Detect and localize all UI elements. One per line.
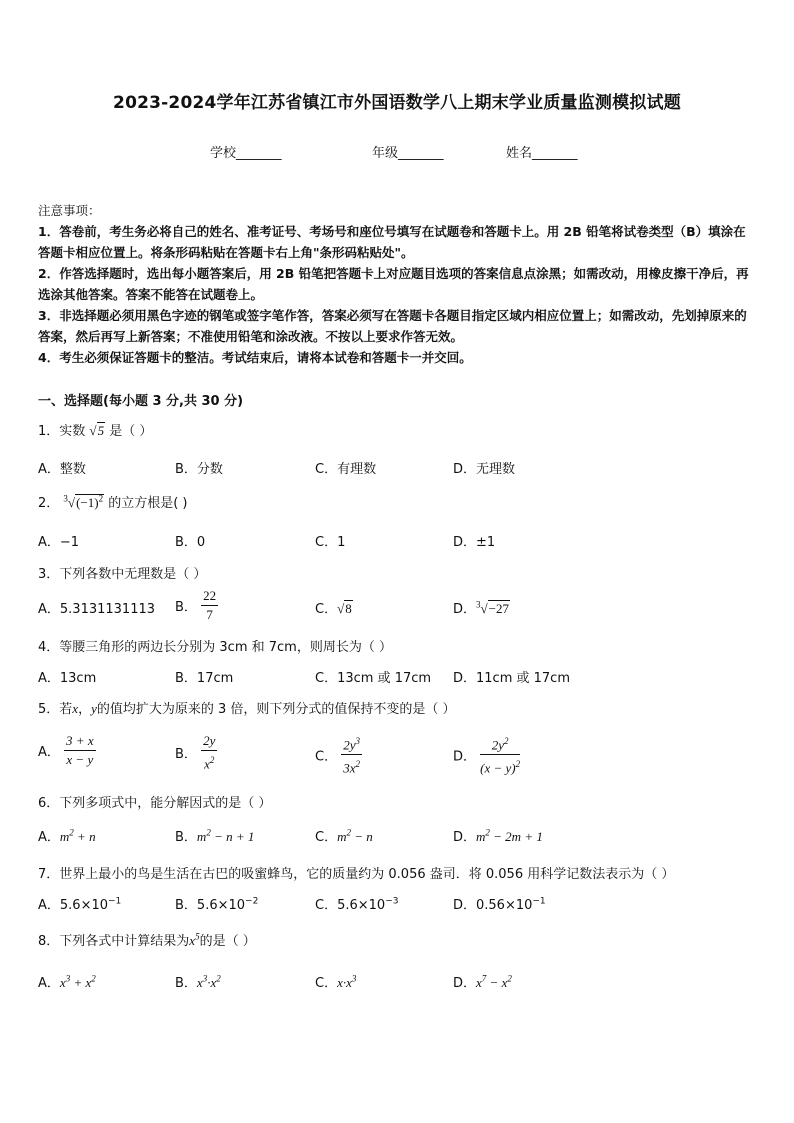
q5-option-d[interactable]: D． $\frac{2y^2}{(x - y)^2}$ [453, 732, 520, 778]
q8-option-b[interactable]: B．$x^3\cdot x^2$ [175, 973, 221, 991]
q7-option-b[interactable]: B．$5.6\times 10^{-2}$ [175, 896, 259, 913]
notice-item-3: 3．非选择题必须用黑色字迹的钢笔或签字笔作答，答案必须写在答题卡各题目指定区域内相应位置上；如需改动，先划掉原来的答案，然后再写上新答案；不准使用铅笔和涂改液。不按以上要求作答无效。 [38, 308, 747, 344]
q1-stem-pre: 1．实数 [38, 424, 86, 439]
section-heading: 一、选择题(每小题 3 分,共 30 分) [38, 394, 244, 409]
question-2 [38, 492, 187, 511]
q4-option-b[interactable]: B．17cm [175, 671, 234, 686]
notice-item-1: 1．答卷前，考生务必将自己的姓名、准考证号、考场号和座位号填写在试题卷和答题卡上。用 2B 铅笔将试卷类型（B）填涂在答题卡相应位置上。将条形码粘贴在答题卡右上角"条形码粘贴处"。 [38, 224, 746, 260]
q6-option-d[interactable]: D．$m^2 - 2m + 1$ [453, 827, 543, 845]
q1-option-d[interactable]: D．无理数 [453, 462, 516, 477]
q2-stem-post: 的立方根是( ) [108, 496, 188, 511]
q1-option-c[interactable]: C．有理数 [315, 462, 377, 477]
q2-option-a[interactable]: A．−1 [38, 535, 80, 550]
q3-option-d[interactable]: D．$^3$√−27 [453, 599, 509, 617]
question-7: 7．世界上最小的鸟是生活在古巴的吸蜜蜂鸟，它的质量约为 0.056 盎司．将 0.056 用科学记数法表示为（ ） [38, 867, 675, 882]
q5-option-c[interactable]: C． $\frac{2y^3}{3x^2}$ [315, 732, 362, 778]
q8-option-c[interactable]: C．$x\cdot x^3$ [315, 973, 357, 991]
q8-option-d[interactable]: D．$x^7 - x^2$ [453, 973, 512, 991]
grade-field[interactable]: 年级_______ [372, 146, 444, 161]
question-1 [38, 420, 152, 439]
q6-option-c[interactable]: C．$m^2 - n$ [315, 827, 373, 845]
name-field[interactable]: 姓名_______ [506, 146, 578, 161]
page-title: 2023-2024学年江苏省镇江市外国语数学八上期末学业质量监测模拟试题 [113, 93, 681, 113]
question-8: 8．下列各式中计算结果为$x^5$的是（ ） [38, 931, 256, 949]
q7-option-c[interactable]: C．$5.6\times 10^{-3}$ [315, 896, 399, 913]
notice-item-4: 4．考生必须保证答题卡的整洁。考试结束后，请将本试卷和答题卡一并交回。 [38, 350, 472, 365]
fraction: $\frac{2y^2}{(x - y)^2}$ [480, 732, 520, 778]
q3-option-b[interactable]: B． $\frac{22}{7}$ [175, 588, 217, 622]
q5-option-b[interactable]: B． $\frac{2y}{x^2}$ [175, 733, 216, 772]
question-5: 5．若x，y的值均扩大为原来的 3 倍，则下列分式的值保持不变的是（ ） [38, 701, 456, 717]
school-field[interactable]: 学校_______ [210, 146, 282, 161]
question-6: 6．下列多项式中，能分解因式的是（ ） [38, 796, 272, 811]
q2-stem-pre: 2． [38, 496, 60, 511]
q2-option-b[interactable]: B．0 [175, 535, 206, 550]
q6-option-a[interactable]: A．$m^2 + n$ [38, 827, 96, 845]
question-4: 4．等腰三角形的两边长分别为 3cm 和 7cm，则周长为（ ） [38, 640, 392, 655]
cube-root-expression: $^3√(-1)^2$ [63, 493, 104, 510]
question-3: 3．下列各数中无理数是（ ） [38, 567, 207, 582]
q3-option-c[interactable]: C．√8 [315, 601, 352, 617]
q7-option-d[interactable]: D．$0.56\times 10^{-1}$ [453, 896, 546, 913]
notice-heading: 注意事项： [38, 203, 101, 218]
notice-block [38, 200, 758, 368]
q2-option-d[interactable]: D．±1 [453, 535, 496, 550]
sqrt-expression: √5 [89, 423, 105, 438]
q3-option-a[interactable]: A．5.3131131113 [38, 602, 156, 617]
q7-option-a[interactable]: A．$5.6\times 10^{-1}$ [38, 896, 122, 913]
fraction: $\frac{3 + x}{x - y}$ [66, 733, 94, 767]
q1-stem-post: 是（ ） [109, 424, 153, 439]
q1-option-b[interactable]: B．分数 [175, 462, 223, 477]
fraction: $\frac{2y^3}{3x^2}$ [341, 732, 362, 778]
notice-item-2: 2．作答选择题时，选出每小题答案后，用 2B 铅笔把答题卡上对应题目选项的答案信息点涂黑；如需改动，用橡皮擦干净后，再选涂其他答案。答案不能答在试题卷上。 [38, 266, 749, 302]
q5-option-a[interactable]: A． $\frac{3 + x}{x - y}$ [38, 733, 94, 767]
q6-option-b[interactable]: B．$m^2 - n + 1$ [175, 827, 255, 845]
q2-option-c[interactable]: C．1 [315, 535, 346, 550]
fraction: $\frac{2y}{x^2}$ [203, 733, 216, 772]
q1-option-a[interactable]: A．整数 [38, 462, 86, 477]
fraction: $\frac{22}{7}$ [203, 588, 217, 622]
q4-option-d[interactable]: D．11cm 或 17cm [453, 671, 570, 686]
q8-option-a[interactable]: A．$x^3 + x^2$ [38, 973, 96, 991]
q4-option-a[interactable]: A．13cm [38, 671, 97, 686]
q4-option-c[interactable]: C．13cm 或 17cm [315, 671, 432, 686]
